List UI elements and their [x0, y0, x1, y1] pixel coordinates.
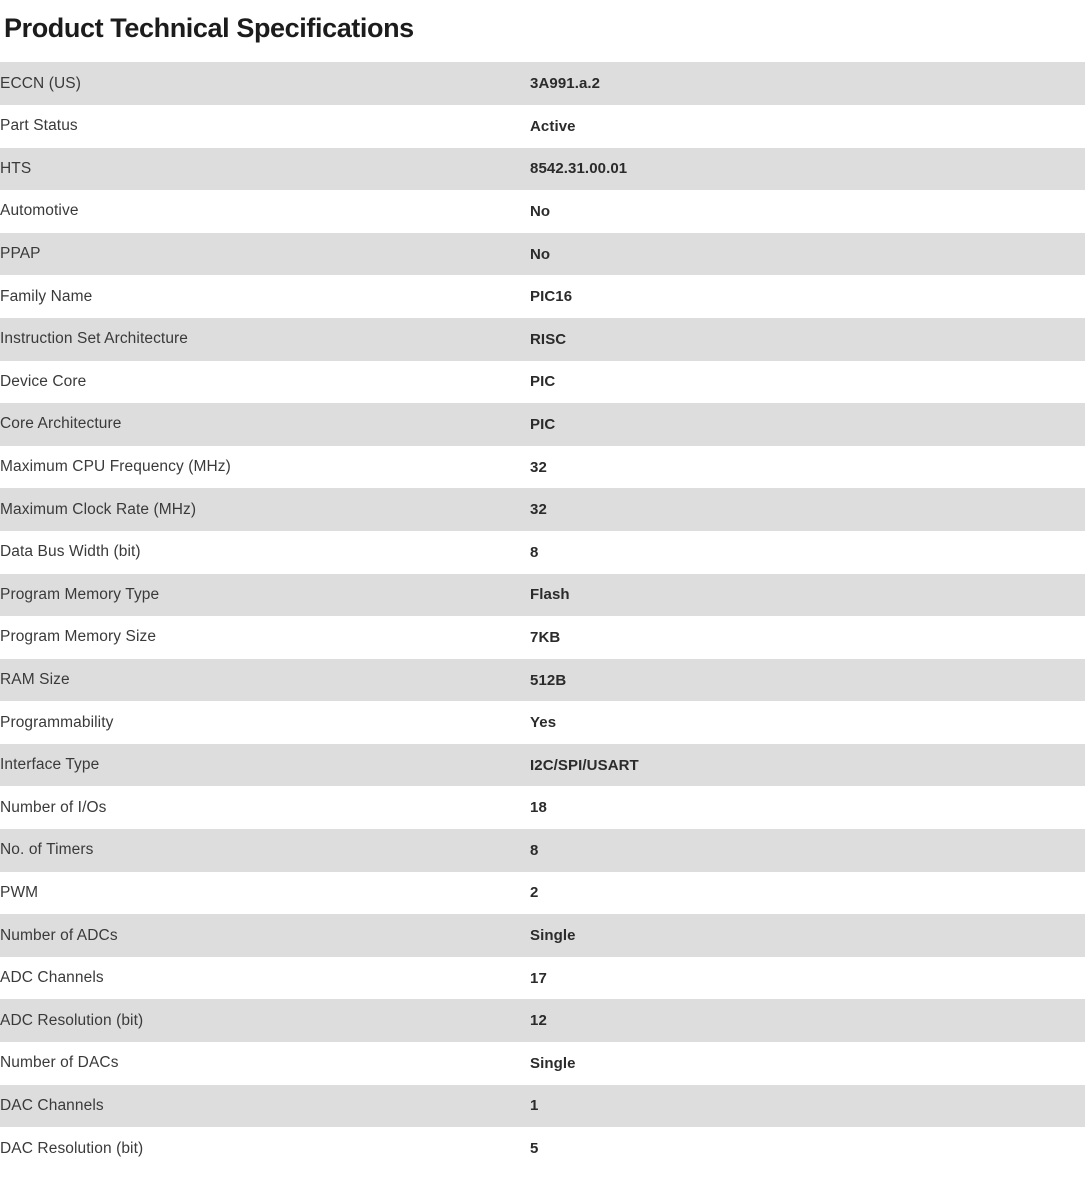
table-row	[0, 914, 1085, 957]
spec-value: 32	[530, 488, 1085, 531]
spec-value: 5	[530, 1127, 1085, 1170]
table-row	[0, 62, 1085, 105]
spec-value: Single	[530, 1042, 1085, 1085]
spec-value: 17	[530, 957, 1085, 1000]
table-row	[0, 105, 1085, 148]
spec-label: Family Name	[0, 275, 530, 318]
spec-label: ADC Channels	[0, 957, 530, 1000]
spec-value: 12	[530, 999, 1085, 1042]
table-row	[0, 531, 1085, 574]
spec-value: 2	[530, 872, 1085, 915]
spec-label: PWM	[0, 872, 530, 915]
spec-label: Data Bus Width (bit)	[0, 531, 530, 574]
spec-value: RISC	[530, 318, 1085, 361]
product-specifications-table	[0, 62, 1085, 1169]
spec-table-body	[0, 62, 1085, 1169]
spec-label: ECCN (US)	[0, 62, 530, 105]
spec-value: 32	[530, 446, 1085, 489]
spec-label: Program Memory Size	[0, 616, 530, 659]
table-row	[0, 872, 1085, 915]
table-row	[0, 190, 1085, 233]
spec-label: Interface Type	[0, 744, 530, 787]
spec-value: PIC	[530, 361, 1085, 404]
spec-value: Single	[530, 914, 1085, 957]
spec-label: Core Architecture	[0, 403, 530, 446]
spec-value: 512B	[530, 659, 1085, 702]
spec-value: PIC	[530, 403, 1085, 446]
spec-value: Flash	[530, 574, 1085, 617]
spec-label: DAC Resolution (bit)	[0, 1127, 530, 1170]
spec-value: 8	[530, 531, 1085, 574]
spec-label: Automotive	[0, 190, 530, 233]
table-row	[0, 616, 1085, 659]
table-row	[0, 446, 1085, 489]
spec-label: Program Memory Type	[0, 574, 530, 617]
spec-label: HTS	[0, 148, 530, 191]
table-row	[0, 1127, 1085, 1170]
table-row	[0, 957, 1085, 1000]
spec-value: PIC16	[530, 275, 1085, 318]
table-row	[0, 233, 1085, 276]
table-row	[0, 403, 1085, 446]
spec-label: Number of I/Os	[0, 786, 530, 829]
spec-value: 8542.31.00.01	[530, 148, 1085, 191]
spec-label: Instruction Set Architecture	[0, 318, 530, 361]
spec-label: Number of DACs	[0, 1042, 530, 1085]
table-row	[0, 488, 1085, 531]
table-row	[0, 786, 1085, 829]
spec-value: I2C/SPI/USART	[530, 744, 1085, 787]
table-row	[0, 701, 1085, 744]
table-row	[0, 275, 1085, 318]
table-row	[0, 744, 1085, 787]
spec-value: 8	[530, 829, 1085, 872]
spec-label: Programmability	[0, 701, 530, 744]
spec-label: Maximum CPU Frequency (MHz)	[0, 446, 530, 489]
spec-value: Yes	[530, 701, 1085, 744]
page-title: Product Technical Specifications	[4, 13, 414, 43]
spec-value: Active	[530, 105, 1085, 148]
spec-label: DAC Channels	[0, 1085, 530, 1128]
spec-label: Part Status	[0, 105, 530, 148]
spec-label: Device Core	[0, 361, 530, 404]
table-row	[0, 659, 1085, 702]
table-row	[0, 361, 1085, 404]
spec-value: No	[530, 233, 1085, 276]
spec-label: ADC Resolution (bit)	[0, 999, 530, 1042]
table-row	[0, 1085, 1085, 1128]
table-row	[0, 1042, 1085, 1085]
table-row	[0, 574, 1085, 617]
table-row	[0, 318, 1085, 361]
spec-value: 1	[530, 1085, 1085, 1128]
spec-value: No	[530, 190, 1085, 233]
spec-value: 18	[530, 786, 1085, 829]
spec-value: 3A991.a.2	[530, 62, 1085, 105]
table-row	[0, 999, 1085, 1042]
table-row	[0, 829, 1085, 872]
spec-value: 7KB	[530, 616, 1085, 659]
spec-label: Number of ADCs	[0, 914, 530, 957]
spec-label: No. of Timers	[0, 829, 530, 872]
spec-page	[0, 12, 1085, 1170]
spec-label: PPAP	[0, 233, 530, 276]
spec-label: RAM Size	[0, 659, 530, 702]
table-row	[0, 148, 1085, 191]
spec-label: Maximum Clock Rate (MHz)	[0, 488, 530, 531]
